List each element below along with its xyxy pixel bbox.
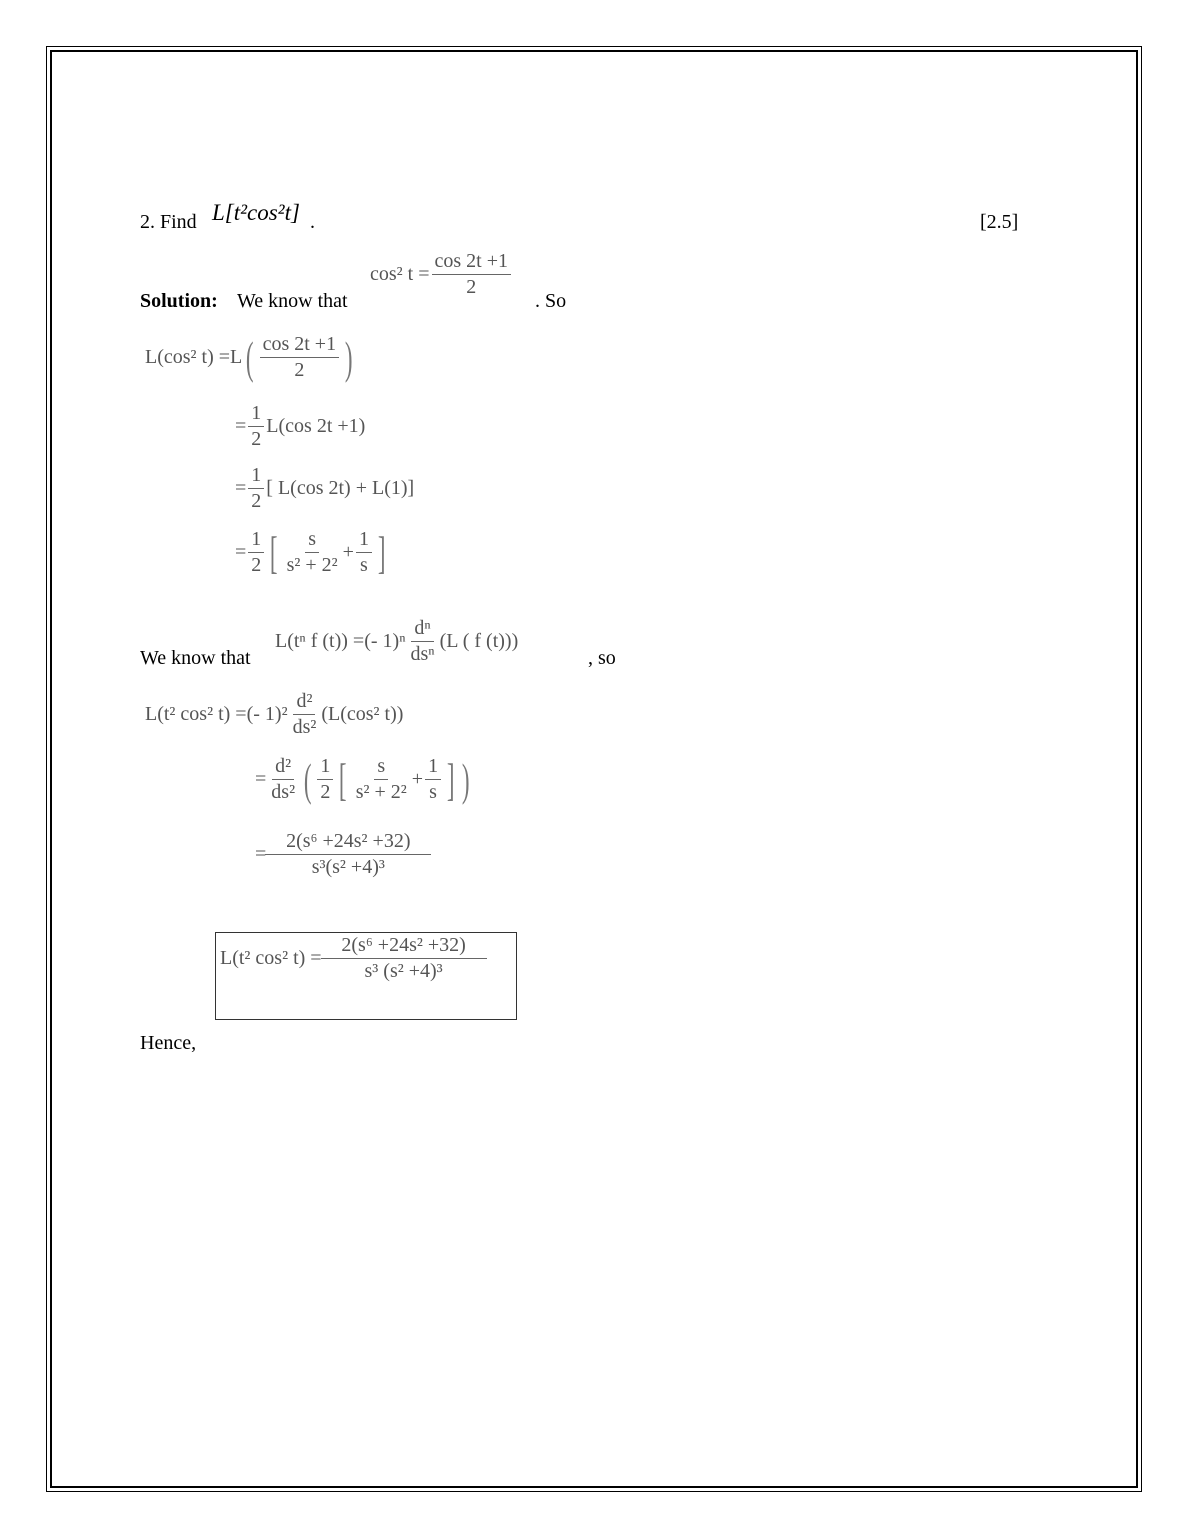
step1-row1: L(cos² t) =L ( $\frac{\cos 2t +1}{2}$ ) <box>145 331 353 383</box>
step1-row4: = $\frac{1}{2}$ [ $\frac{s}{\text{s² + 2²}}$ + $\frac{1}{s}$ ] <box>235 526 386 578</box>
plus: + <box>411 768 424 790</box>
equals: = <box>235 415 247 437</box>
frac-a-num: s <box>374 755 388 780</box>
question-period: . <box>310 211 315 233</box>
frac-b-num: 1 <box>356 528 372 553</box>
closing-text: Hence, <box>140 1032 197 1054</box>
solution-label: Solution: <box>140 290 218 312</box>
step2-row3 <box>255 830 430 879</box>
step2-row1 <box>145 690 403 739</box>
step1-lhs: L(cos² t) =L <box>145 346 243 368</box>
equals: = <box>255 768 267 790</box>
step2-row2: = $\frac{\text{d²}}{\text{ds²}}$ ( $\frac{1}{2}$ [ $\frac{s}{\text{s² + 2²}}$ + $\frac{1}{s}$ ] ) <box>255 753 470 805</box>
result-den: s³(s² +4)³ <box>311 856 385 878</box>
half-den: 2 <box>320 781 331 803</box>
boxed-den: s³ (s² +4)³ <box>364 960 443 982</box>
half-num: 1 <box>248 528 264 553</box>
half-den: 2 <box>251 428 262 450</box>
equals: = <box>235 477 247 499</box>
theorem-rhs: (L ( f (t))) <box>439 630 519 652</box>
theorem-equation <box>275 617 518 666</box>
theorem-d-num: dⁿ <box>411 617 433 642</box>
result-num: 2(s⁶ +24s² +32) <box>265 830 431 855</box>
half-num: 1 <box>248 402 264 427</box>
half-den: 2 <box>251 490 262 512</box>
frac-a-den: s² + 2² <box>286 554 338 576</box>
step1-row2 <box>235 402 365 451</box>
boxed-lhs: L(t² cos² t) = <box>220 947 322 969</box>
frac-b-num: 1 <box>425 755 441 780</box>
identity-lhs: cos² t = <box>370 263 430 285</box>
question-expression: L[t²cos²t] <box>212 200 300 225</box>
equals: = <box>235 541 247 563</box>
step2-lhs: L(t² cos² t) =(- 1)² <box>145 703 288 725</box>
solution-after: . So <box>535 290 567 312</box>
half-den: 2 <box>251 554 262 576</box>
step1-row3 <box>235 464 414 513</box>
identity-equation <box>370 250 513 299</box>
d2-num: d² <box>293 690 315 715</box>
step2-rhs: (L(cos² t)) <box>321 703 404 725</box>
half-num: 1 <box>248 464 264 489</box>
step1-r3-rest: [ L(cos 2t) + L(1)] <box>266 477 415 499</box>
question-number: 2. Find <box>140 211 197 233</box>
d2-num: d² <box>272 755 294 780</box>
frac-b-den: s <box>360 554 368 576</box>
boxed-result <box>220 934 486 983</box>
d2-den: ds² <box>271 781 296 803</box>
theorem-intro: We know that <box>140 647 251 669</box>
boxed-num: 2(s⁶ +24s² +32) <box>321 934 487 959</box>
page-border-inner <box>50 50 1138 1488</box>
frac-b-den: s <box>429 781 437 803</box>
question-marks: [2.5] <box>980 211 1019 233</box>
step1-r2-rest: L(cos 2t +1) <box>266 415 366 437</box>
half-num: 1 <box>317 755 333 780</box>
d2-den: ds² <box>292 716 317 738</box>
identity-numerator: cos 2t +1 <box>432 250 512 275</box>
frac-a-num: s <box>305 528 319 553</box>
step1-r1-den: 2 <box>294 359 305 381</box>
identity-denominator: 2 <box>466 276 477 298</box>
plus: + <box>342 541 354 563</box>
frac-a-den: s² + 2² <box>355 781 407 803</box>
theorem-after: , so <box>588 647 616 669</box>
theorem-lhs: L(tⁿ f (t)) =(- 1)ⁿ <box>275 630 406 652</box>
equals: = <box>255 843 267 865</box>
solution-intro: We know that <box>237 290 348 312</box>
theorem-d-den: dsⁿ <box>410 643 435 665</box>
step1-r1-num: cos 2t +1 <box>260 333 340 358</box>
